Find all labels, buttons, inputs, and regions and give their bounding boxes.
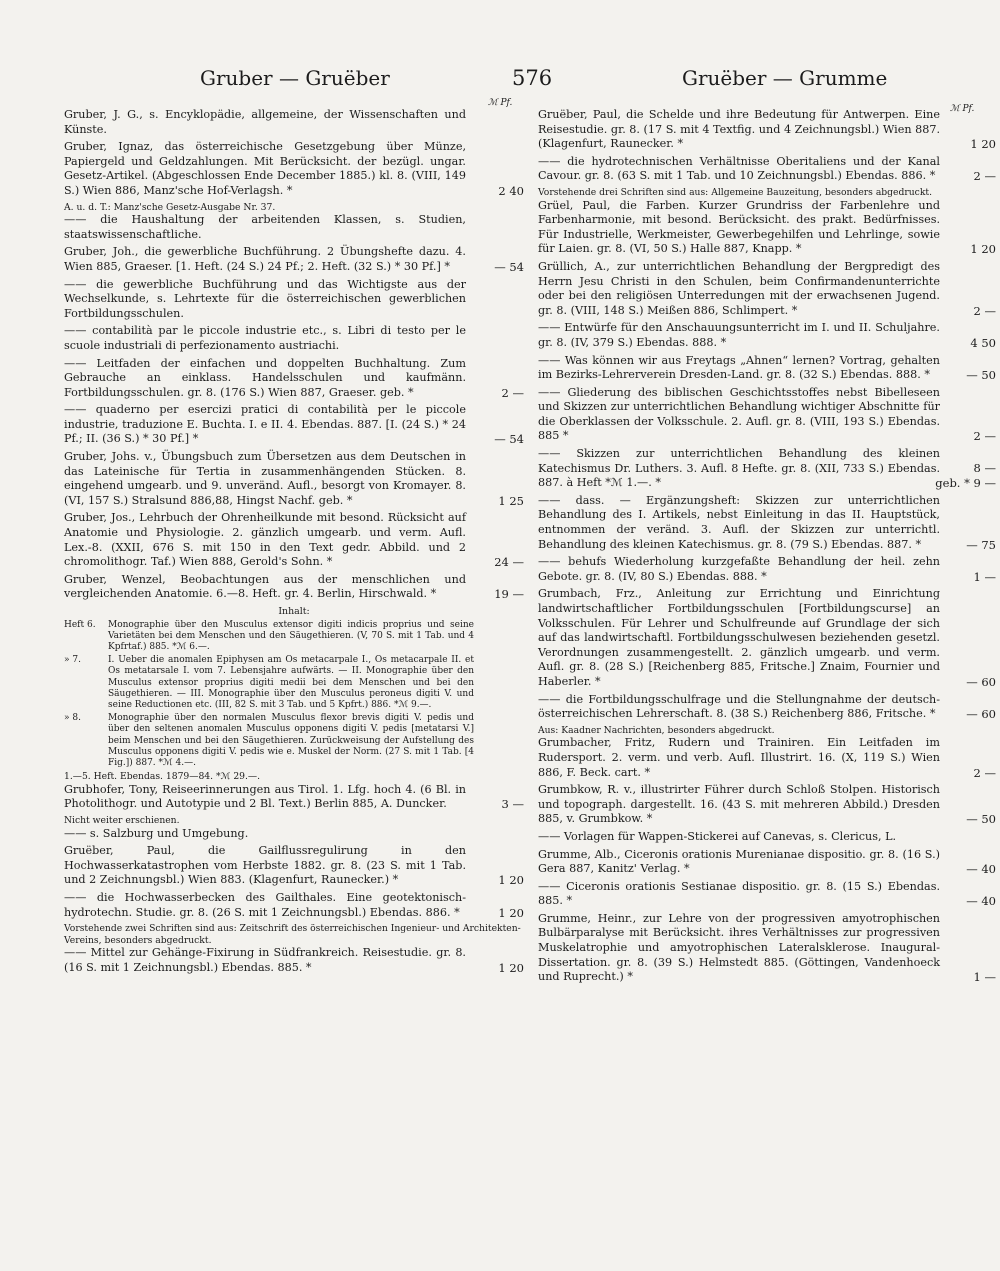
entry-text: Gruber, Ignaz, das österreichische Gesetzgebung über Münze, Papiergeld und Geldzahlungen. Mit Berücksicht. der bezügl. ungar. Gesetz-Artikel. (Abgeschlossen Ende December 1885.) kl. 8. (VIII, 149 S.) Wien 886, Manz'sche Hof-Verlagsh. * <box>64 140 466 197</box>
bibliography-entry <box>538 493 996 552</box>
entry-price: 2 — <box>973 765 996 780</box>
entry-price: — 54 <box>494 259 524 274</box>
entry-text: Grüel, Paul, die Farben. Kurzer Grundriss der Farbenlehre und Farbenharmonie, mit besond. Berücksicht. des prakt. Bedürfnisses. Für Industrielle, Werkmeister, Gewerbegehilfen und Lehrlinge, sowie für Laien. gr. 8. (VI, 50 S.) Halle 887, Knapp. * <box>538 198 940 256</box>
inhalt-heading: Inhalt: <box>278 606 310 617</box>
entry-price: 1 20 <box>970 137 996 152</box>
entry-text: Gruber, Johs. v., Übungsbuch zum Übersetzen aus dem Deutschen in das Lateinische für Tertia in zusammenhängenden Stücken. 8. eingehend umgearb. und 9. unveränd. Aufl., besorgt von Kromayer. 8. (VI, 157 S.) Stralsund 886,88, Hingst Nachf. geb. * <box>64 450 466 507</box>
bibliography-entry <box>538 555 996 584</box>
entry-price: — 60 <box>966 707 996 722</box>
header-left: Gruber — Gruëber <box>200 66 390 90</box>
inhalt-item <box>64 713 524 769</box>
bibliography-entry <box>538 692 996 722</box>
entry-price: 2 40 <box>498 183 524 198</box>
bibliography-entry <box>538 198 996 257</box>
bibliography-entry <box>64 450 524 508</box>
entry-text: Gruber, Jos., Lehrbuch der Ohrenheilkunde mit besond. Rücksicht auf Anatomie und Physiologie. 2. gänzlich umgearb. und verm. Aufl. Lex.-8. (XXII, 676 S. mit 150 in den Text gedr. Abbild. und 2 chromolithogr. Taf.) Wien 888, Gerold's Sohn. * <box>64 511 466 569</box>
bibliography-entry <box>538 830 944 845</box>
bibliography-entry <box>64 213 524 242</box>
bibliography-entry <box>64 946 524 975</box>
entry-text: Grubhofer, Tony, Reiseerinnerungen aus Tirol. 1. Lfg. hoch 4. (6 Bl. in Photolithogr. und Autotypie und 2 Bl. Text.) Berlin 885, A. Duncker. <box>64 782 466 811</box>
entry-price: 19 — <box>494 587 524 602</box>
bibliography-entry <box>64 783 524 812</box>
entry-text: Gruber, J. G., s. Encyklopädie, allgemeine, der Wissenschaften und Künste. <box>64 108 466 136</box>
inhalt-item-text: I. Ueber die anomalen Epiphysen am Os metacarpale I., Os metacarpale II. et Os metatarsale I. vom 7. Lebensjahre aufwärts. — II. Monographie über den Musculus extensor proprius digiti medii bei dem Menschen und bei den Säugethieren. — III. Monographie über den Musculus peroneus digiti V. und seine Reductionen etc. (III, 82 S. mit 3 Tab. und 5 Kpfrt.) 886. *ℳ 9.—. <box>108 655 474 711</box>
entry-price: 8 — <box>973 461 996 476</box>
entry-text: —— Vorlagen für Wappen-Stickerei auf Canevas, s. Clericus, L. <box>538 829 897 843</box>
currency-label-right: ℳ Pf. <box>950 104 975 114</box>
inhalt-block <box>64 605 524 783</box>
entry-price: 1 25 <box>498 493 524 508</box>
inhalt-item <box>64 655 524 711</box>
entry-text: —— die Hochwasserbecken des Gailthales. Eine geotektonisch-hydrotechn. Studie. gr. 8. (26 S. mit 1 Zeichnungsbl.) Ebendas. 886. * <box>64 890 466 919</box>
entry-price: 2 — <box>973 429 996 444</box>
entry-text: Gruëber, Paul, die Gailflussregulirung in den Hochwasserkatastrophen vom Herbste 1882. gr. 8. (23 S. mit 1 Tab. und 2 Zeichnungsbl.) Wien 883. (Klagenfurt, Raunecker.) * <box>64 844 466 887</box>
entry-price: 4 50 <box>970 335 996 350</box>
entry-text: —— Mittel zur Gehänge-Fixirung in Südfrankreich. Reisestudie. gr. 8. (16 S. mit 1 Zeichnungsbl.) Ebendas. 885. * <box>64 946 466 974</box>
entry-text: —— dass. — Ergänzungsheft: Skizzen zur unterrichtlichen Behandlung des I. Artikels, nebst Einleitung in das II. Hauptstück, entnommen der veränd. 3. Aufl. der Skizzen zur unterrichtl. Behandlung des kleinen Katechismus. gr. 8. (79 S.) Ebendas. 887. * <box>538 493 940 551</box>
left-entries-continued <box>64 783 524 976</box>
entry-price: 2 — <box>973 303 996 318</box>
entry-text: Grumbkow, R. v., illustrirter Führer durch Schloß Stolpen. Historisch und topograph. dargestellt. 16. (43 S. mit mehreren Abbild.) Dresden 885, v. Grumbkow. * <box>538 783 940 826</box>
bibliography-entry <box>538 783 996 827</box>
entry-price: — 50 <box>966 812 996 827</box>
entry-text: Grumme, Alb., Ciceronis orationis Murenianae dispositio. gr. 8. (16 S.) Gera 887, Kanitz' Verlag. * <box>538 847 940 876</box>
bibliography-entry <box>538 911 996 985</box>
entry-text: —— Ciceronis orationis Sestianae dispositio. gr. 8. (15 S.) Ebendas. 885. * <box>538 879 940 908</box>
entry-price: 1 20 <box>498 960 524 975</box>
bibliography-entry <box>538 879 996 909</box>
entry-note: A. u. d. T.: Manz'sche Gesetz-Ausgabe Nr. 37. <box>64 201 276 213</box>
entry-text: —— die hydrotechnischen Verhältnisse Oberitaliens und der Kanal Cavour. gr. 8. (63 S. mit 1 Tab. und 10 Zeichnungsbl.) Ebendas. 886. * <box>538 154 940 183</box>
entry-price: — 75 <box>966 537 996 552</box>
currency-label-left: ℳ Pf. <box>488 98 513 108</box>
entry-price: — 54 <box>494 432 524 447</box>
bibliography-entry <box>64 278 524 322</box>
bibliography-entry <box>64 511 524 569</box>
entry-text: Grumbacher, Fritz, Rudern und Trainiren. Ein Leitfaden im Rudersport. 2. verm. und verb. Aufl. Illustrirt. 16. (X, 119 S.) Wien 886, F. Beck. cart. * <box>538 736 940 779</box>
entry-text: —— Was können wir aus Freytags „Ahnen“ lernen? Vortrag, gehalten im Bezirks-Lehrerverein Dresden-Land. gr. 8. (32 S.) Ebendas. 888. * <box>538 353 940 382</box>
entry-text: —— Leitfaden der einfachen und doppelten Buchhaltung. Zum Gebrauche an einklass. Handelsschulen und kaufmänn. Fortbildungsschulen. gr. 8. (176 S.) Wien 887, Graeser. geb. * <box>64 356 466 399</box>
entry-price-bound: geb. * 9 — <box>935 476 996 491</box>
bibliography-entry <box>538 259 996 318</box>
bibliography-entry <box>64 844 524 888</box>
bibliography-entry <box>64 827 524 842</box>
entry-text: —— Skizzen zur unterrichtlichen Behandlung des kleinen Katechismus Dr. Luthers. 3. Aufl. 8 Hefte. gr. 8. (XII, 733 S.) Ebendas. 887. à Heft *ℳ 1.—. * <box>538 447 940 490</box>
entry-text: —— die Haushaltung der arbeitenden Klassen, s. Studien, staatswissenschaftliche. <box>64 213 466 241</box>
entry-note: Vorstehende zwei Schriften sind aus: Zeitschrift des österreichischen Ingenieur- und Architekten-Vereins, besonders abgedruckt. <box>64 923 521 946</box>
entry-price: — 40 <box>966 894 996 909</box>
entry-text: —— Gliederung des biblischen Geschichtsstoffes nebst Bibelleseen und Skizzen zur unterrichtlichen Behandlung wichtiger Abschnitte für die Oberklassen der Volksschule. 2. Aufl. gr. 8. (VIII, 193 S.) Ebendas. 885 * <box>538 385 940 443</box>
entry-price: 1 20 <box>970 242 996 257</box>
bibliography-entry <box>538 353 996 383</box>
inhalt-item-text: Monographie über den Musculus extensor digiti indicis proprius und seine Varietäten bei dem Menschen und den Säugethieren. (V, 70 S. mit 1 Tab. und 4 Kpfrtaf.) 885. *ℳ 6.—. <box>108 619 474 652</box>
entry-price: 1 — <box>973 970 996 985</box>
bibliography-entry <box>64 140 524 198</box>
inhalt-item <box>64 620 524 654</box>
bibliography-entry <box>64 108 524 137</box>
entry-text: —— quaderno per esercizi pratici di contabilità per le piccole industrie, traduzione E. Buchta. I. e II. 4. Ebendas. 887. [I. (24 S.) * 24 Pf.; II. (36 S.) * 30 Pf.] * <box>64 403 466 446</box>
entry-text: —— s. Salzburg und Umgebung. <box>64 826 249 840</box>
entry-price: — 40 <box>966 862 996 877</box>
entry-text: Gruëber, Paul, die Schelde und ihre Bedeutung für Antwerpen. Eine Reisestudie. gr. 8. (17 S. mit 4 Textfig. und 4 Zeichnungsbl.) Wien 887. (Klagenfurt, Raunecker. * <box>538 108 940 151</box>
entry-text: —— behufs Wiederholung kurzgefaßte Behandlung der heil. zehn Gebote. gr. 8. (IV, 80 S.) Ebendas. 888. * <box>538 555 940 583</box>
entry-price: 3 — <box>501 797 524 812</box>
entry-price: 24 — <box>494 555 524 570</box>
entry-text: Grumme, Heinr., zur Lehre von der progressiven amyotrophischen Bulbärparalyse mit Berücksicht. ihres Verhältnisses zur progressiven Muskelatrophie und amyotrophischen Lateralsklerose. Inaugural-Dissertation. gr. 8. (39 S.) Helmstedt 885. (Göttingen, Vandenhoeck und Ruprecht.) * <box>538 911 940 984</box>
bibliography-entry <box>538 847 996 877</box>
entry-text: —— Entwürfe für den Anschauungsunterricht im I. und II. Schuljahre. gr. 8. (IV, 379 S.) Ebendas. 888. * <box>538 321 940 349</box>
entry-text: Grüllich, A., zur unterrichtlichen Behandlung der Bergpredigt des Herrn Jesu Christi in den Schulen, beim Confirmandenunterrichte oder bei den religiösen Unterredungen mit der erwachsenen Jugend. gr. 8. (VIII, 148 S.) Meißen 886, Schlimpert. * <box>538 259 940 317</box>
entry-price: 2 — <box>973 169 996 184</box>
entry-note: Aus: Kaadner Nachrichten, besonders abgedruckt. <box>538 724 775 736</box>
bibliography-entry <box>64 245 524 274</box>
bibliography-entry <box>538 587 996 689</box>
entry-text: Gruber, Joh., die gewerbliche Buchführung. 2 Übungshefte dazu. 4. Wien 885, Graeser. [1. Heft. (24 S.) 24 Pf.; 2. Heft. (32 S.) * 30 Pf.] * <box>64 245 466 273</box>
bibliography-entry <box>538 447 996 491</box>
entry-price: — 60 <box>966 674 996 689</box>
entry-price: — 50 <box>966 368 996 383</box>
entry-price: 2 — <box>501 385 524 400</box>
entry-price: 1 — <box>973 569 996 584</box>
left-entries <box>64 108 524 602</box>
page-header <box>0 66 1000 96</box>
entry-text: —— contabilità par le piccole industrie etc., s. Libri di testo per le scuole industriali di perfezionamento austriachi. <box>64 324 466 352</box>
entry-price: 1 20 <box>498 873 524 888</box>
inhalt-items <box>64 620 524 770</box>
bibliography-entry <box>538 385 996 444</box>
entry-text: Grumbach, Frz., Anleitung zur Errichtung und Einrichtung landwirtschaftlicher Fortbildungsschulen [Fortbildungscurse] an Volksschulen. Für Lehrer und Schulfreunde auf Grundlage der sich auf das landwirtschaftl. Fortbildungsschulwesen beziehenden gesetzl. Verordnungen zusammengestellt. 2. gänzlich umgearb. und verm. Aufl. gr. 8. (28 S.) [Reichenberg 885, Fritsche.] Znaim, Fournier und Haberler. * <box>538 587 940 688</box>
inhalt-footer: 1.—5. Heft. Ebendas. 1879—84. *ℳ 29.—. <box>64 771 261 783</box>
left-column <box>64 108 524 979</box>
bibliography-entry <box>538 321 996 350</box>
inhalt-item-label: » 8. <box>64 713 81 724</box>
entry-text: Gruber, Wenzel, Beobachtungen aus der menschlichen und vergleichenden Anatomie. 6.—8. Heft. gr. 4. Berlin, Hirschwald. * <box>64 572 466 601</box>
header-right: Gruëber — Grumme <box>682 66 888 90</box>
bibliography-entry <box>64 573 524 602</box>
bibliography-entry <box>64 357 524 401</box>
bibliography-entry <box>64 891 524 920</box>
bibliography-entry <box>538 736 996 780</box>
inhalt-item-label: Heft 6. <box>64 619 96 630</box>
bibliography-entry <box>64 324 524 353</box>
inhalt-item-label: » 7. <box>64 655 81 666</box>
entry-note: Vorstehende drei Schriften sind aus: Allgemeine Bauzeitung, besonders abgedruckt. <box>538 186 933 198</box>
bibliography-entry <box>538 154 996 184</box>
entry-text: —— die Fortbildungsschulfrage und die Stellungnahme der deutsch-österreichischen Lehrerschaft. 8. (38 S.) Reichenberg 886, Fritsche. * <box>538 692 940 721</box>
page-number: 576 <box>512 66 553 90</box>
entry-note: Nicht weiter erschienen. <box>64 815 180 827</box>
bibliography-entry <box>64 403 524 447</box>
entry-text: —— die gewerbliche Buchführung und das Wichtigste aus der Wechselkunde, s. Lehrtexte für die österreichischen gewerblichen Fortbildungsschulen. <box>64 277 466 320</box>
entry-price: 1 20 <box>498 905 524 920</box>
inhalt-item-text: Monographie über den normalen Musculus flexor brevis digiti V. pedis und über den seltenen anomalen Musculus opponens digiti V. pedis [metatarsi V.] beim Menschen und bei den Säugethieren. Zurückweisung der Aufstellung des Musculus opponens digiti V. pedis wie e. Muskel der Norm. (27 S. mit 1 Tab. [4 Fig.]) 887. *ℳ 4.—. <box>108 713 474 769</box>
